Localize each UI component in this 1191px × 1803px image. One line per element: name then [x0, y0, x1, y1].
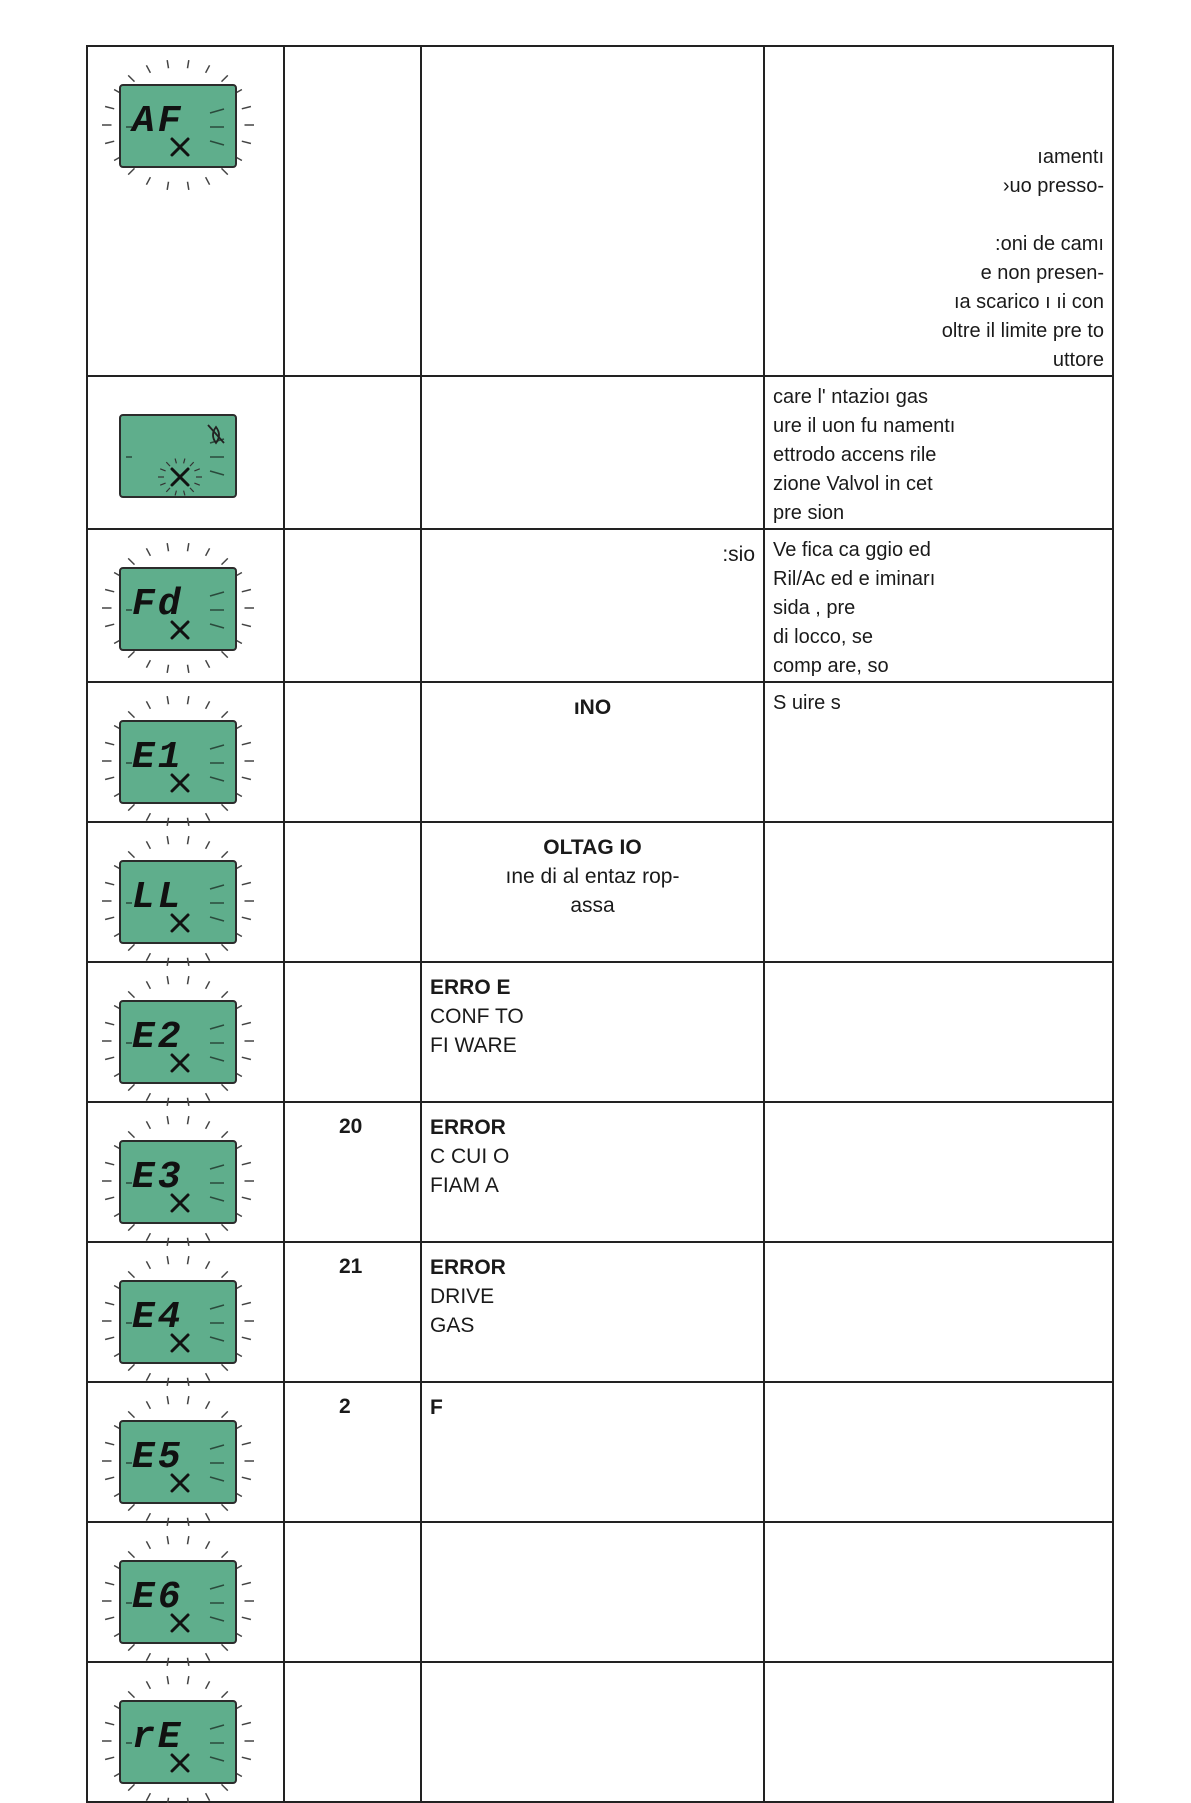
- error-number: [285, 1663, 420, 1675]
- lcd-display: [106, 65, 266, 185]
- remedy-line: ure il uon fu namentı: [773, 415, 956, 437]
- display-cell: [87, 1382, 284, 1522]
- remedy-cell: [764, 682, 1113, 822]
- lcd-display: [106, 1681, 266, 1801]
- remedy-line: comp are, so: [773, 655, 889, 677]
- description-line: FIAM A: [430, 1174, 499, 1197]
- remedy-line: pre sion: [773, 502, 845, 524]
- error-number: 21: [339, 1255, 363, 1278]
- error-number: [285, 377, 420, 389]
- lcd-display-graphic: [106, 65, 266, 185]
- description-line: C CUI O: [430, 1145, 510, 1168]
- description-line: :sio: [722, 543, 755, 566]
- table-row: [87, 1382, 1113, 1522]
- lcd-display-graphic: [106, 1121, 266, 1241]
- remedy-cell: [764, 962, 1113, 1102]
- remedy-cell: [764, 1242, 1113, 1382]
- description-title: ıNO: [573, 696, 612, 719]
- description-cell: [421, 962, 764, 1102]
- lcd-display-graphic: [106, 1401, 266, 1521]
- svg-text:E2: E2: [132, 1016, 184, 1059]
- description-cell: [421, 1382, 764, 1522]
- svg-text:AF: AF: [132, 100, 184, 143]
- description-line: ıne di al entaz rop-: [505, 865, 680, 888]
- remedy-line: S uire s: [773, 692, 841, 714]
- remedy-cell: [764, 1102, 1113, 1242]
- remedy-line: ›uo presso-: [1002, 175, 1104, 197]
- svg-text:E3: E3: [132, 1156, 184, 1199]
- code-cell: [284, 1382, 421, 1522]
- lcd-display: [106, 1261, 266, 1381]
- display-cell: [87, 682, 284, 822]
- lcd-display-graphic: [106, 701, 266, 821]
- display-cell: [87, 46, 284, 376]
- lcd-display: [106, 701, 266, 821]
- error-number: [285, 47, 420, 59]
- display-cell: [87, 529, 284, 682]
- description-line: CONF TO: [430, 1005, 524, 1028]
- error-number: [285, 823, 420, 835]
- remedy-line: zione Valvol in cet: [773, 473, 933, 495]
- remedy-cell: [764, 1522, 1113, 1662]
- lcd-display-graphic: [106, 548, 266, 668]
- description-cell: [421, 1522, 764, 1662]
- lcd-display-graphic: [106, 841, 266, 961]
- table-row: [87, 1662, 1113, 1802]
- description-cell: [421, 529, 764, 682]
- description-cell: [421, 822, 764, 962]
- display-cell: [87, 376, 284, 529]
- description-cell: [421, 1102, 764, 1242]
- remedy-line: ettrodo accens rile: [773, 444, 937, 466]
- lcd-display-graphic: [106, 1541, 266, 1661]
- remedy-line: Ve fica ca ggio ed: [773, 539, 931, 561]
- lcd-display-graphic: [106, 395, 266, 515]
- description-title: ERROR: [430, 1256, 506, 1279]
- description-cell: [421, 682, 764, 822]
- code-cell: [284, 682, 421, 822]
- table-row: [87, 1102, 1113, 1242]
- description-cell: [421, 46, 764, 376]
- lcd-display: [106, 548, 266, 668]
- description-title: ERROR: [430, 1116, 506, 1139]
- lcd-display-graphic: [106, 981, 266, 1101]
- svg-text:E4: E4: [132, 1296, 184, 1339]
- display-cell: [87, 1102, 284, 1242]
- description-cell: [421, 376, 764, 529]
- description-line: assa: [570, 894, 615, 917]
- description-title: F: [430, 1396, 443, 1419]
- remedy-cell: [764, 1382, 1113, 1522]
- remedy-line: e non presen-: [980, 262, 1104, 284]
- remedy-cell: [764, 376, 1113, 529]
- lcd-display: [106, 1541, 266, 1661]
- lcd-display-graphic: [106, 1261, 266, 1381]
- remedy-line: sida , pre: [773, 597, 856, 619]
- description-line: GAS: [430, 1314, 475, 1337]
- table-body: [87, 46, 1113, 1802]
- error-number: [285, 963, 420, 975]
- svg-text:Fd: Fd: [132, 583, 184, 626]
- error-number: 20: [339, 1115, 363, 1138]
- table-row: [87, 1522, 1113, 1662]
- svg-text:LL: LL: [132, 876, 184, 919]
- table-row: [87, 682, 1113, 822]
- display-cell: [87, 1242, 284, 1382]
- lcd-display: [106, 395, 266, 515]
- code-cell: [284, 1522, 421, 1662]
- code-cell: [284, 1662, 421, 1802]
- code-cell: [284, 529, 421, 682]
- remedy-cell: [764, 1662, 1113, 1802]
- remedy-line: di locco, se: [773, 626, 874, 648]
- error-number: [285, 530, 420, 542]
- svg-text:E5: E5: [132, 1436, 184, 1479]
- description-cell: [421, 1662, 764, 1802]
- description-line: DRIVE: [430, 1285, 495, 1308]
- description-line: FI WARE: [430, 1034, 517, 1057]
- description-cell: [421, 1242, 764, 1382]
- table-row: [87, 376, 1113, 529]
- remedy-line: ıamentı: [1037, 146, 1104, 168]
- code-cell: [284, 1102, 421, 1242]
- remedy-line: Ril/Ac ed e iminarı: [773, 568, 936, 590]
- table-row: [87, 529, 1113, 682]
- remedy-cell: [764, 46, 1113, 376]
- svg-text:E1: E1: [132, 736, 184, 779]
- description-title: OLTAG IO: [543, 836, 642, 859]
- remedy-line: :oni de camı: [995, 233, 1104, 255]
- lcd-display: [106, 1401, 266, 1521]
- table-row: [87, 962, 1113, 1102]
- code-cell: [284, 46, 421, 376]
- svg-text:E6: E6: [132, 1576, 184, 1619]
- remedy-cell: [764, 529, 1113, 682]
- remedy-line: ıa scarico ı ıi con: [953, 291, 1104, 313]
- svg-text:rE: rE: [132, 1716, 184, 1759]
- remedy-line: [773, 201, 1104, 230]
- error-number: [285, 683, 420, 695]
- table-row: [87, 822, 1113, 962]
- code-cell: [284, 962, 421, 1102]
- error-code-table: [86, 45, 1114, 1803]
- description-title: ERRO E: [430, 976, 511, 999]
- error-number: [285, 1523, 420, 1535]
- remedy-line: uttore: [1052, 349, 1104, 371]
- lcd-display: [106, 841, 266, 961]
- table-row: [87, 46, 1113, 376]
- display-cell: [87, 822, 284, 962]
- code-cell: [284, 1242, 421, 1382]
- lcd-display: [106, 1121, 266, 1241]
- table-row: [87, 1242, 1113, 1382]
- lcd-display-graphic: [106, 1681, 266, 1801]
- display-cell: [87, 1522, 284, 1662]
- error-number: 2: [339, 1395, 351, 1418]
- code-cell: [284, 376, 421, 529]
- remedy-line: care l' ntazioı gas: [773, 386, 929, 408]
- remedy-cell: [764, 822, 1113, 962]
- display-cell: [87, 1662, 284, 1802]
- code-cell: [284, 822, 421, 962]
- display-cell: [87, 962, 284, 1102]
- remedy-line: oltre il limite pre to: [941, 320, 1104, 342]
- lcd-display: [106, 981, 266, 1101]
